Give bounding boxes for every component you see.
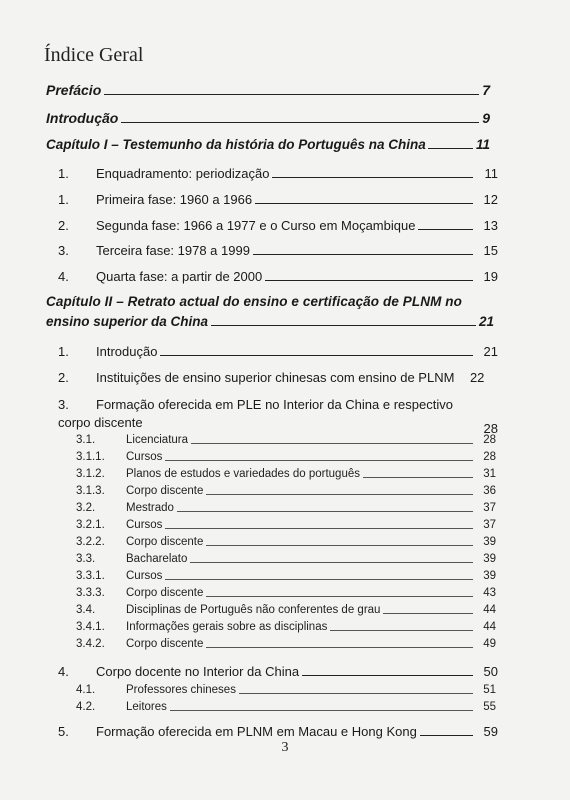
toc-entry-title: Instituições de ensino superior chinesas com ensino de PLNM bbox=[96, 370, 455, 385]
toc-entry bbox=[76, 604, 496, 616]
toc-entry-number: 4. bbox=[58, 664, 69, 679]
toc-entry-title: Corpo docente no Interior da China bbox=[96, 664, 300, 679]
leader-line bbox=[420, 735, 473, 736]
toc-entry-chapter-2-line1: Capítulo II – Retrato actual do ensino e certificação de PLNM no bbox=[46, 294, 462, 309]
toc-page-number: 13 bbox=[483, 218, 498, 233]
toc-entry-title: Enquadramento: periodização bbox=[96, 166, 270, 181]
toc-entry bbox=[76, 701, 496, 713]
leader-line bbox=[206, 494, 473, 495]
leader-line bbox=[302, 675, 473, 676]
toc-page-number: 12 bbox=[483, 192, 498, 207]
toc-page-number: 44 bbox=[483, 621, 496, 633]
toc-entry-introducao bbox=[46, 110, 490, 126]
page-number: 3 bbox=[281, 740, 289, 755]
toc-entry-number: 3.4.1. bbox=[76, 621, 105, 633]
toc-entry-number: 3.1.1. bbox=[76, 451, 105, 463]
toc-page-number: 59 bbox=[483, 724, 498, 739]
toc-page-number: 37 bbox=[483, 519, 496, 531]
toc-entry-title: Informações gerais sobre as disciplinas bbox=[126, 621, 328, 633]
toc-entry-number: 1. bbox=[58, 166, 69, 181]
leader-line bbox=[206, 647, 473, 648]
toc-entry bbox=[76, 451, 496, 463]
toc-entry bbox=[58, 192, 498, 207]
toc-entry bbox=[76, 587, 496, 599]
leader-line bbox=[191, 443, 473, 444]
leader-line bbox=[206, 545, 473, 546]
toc-entry-section-4 bbox=[58, 664, 498, 679]
leader-line bbox=[121, 122, 479, 123]
toc-entry bbox=[58, 218, 498, 233]
toc-entry-title: Capítulo I – Testemunho da história do Português na China bbox=[46, 137, 426, 152]
toc-entry-title: Corpo discente bbox=[126, 638, 204, 650]
toc-page-number: 49 bbox=[483, 638, 496, 650]
toc-entry-chapter-2 bbox=[46, 314, 494, 329]
toc-entry bbox=[76, 519, 496, 531]
toc-entry-number: 3.2.1. bbox=[76, 519, 105, 531]
toc-entry-number: 4. bbox=[58, 269, 69, 284]
toc-entry-number: 4.2. bbox=[76, 701, 96, 713]
toc-entry-title: Cursos bbox=[126, 570, 163, 582]
toc-entry-number: 3.3. bbox=[76, 553, 96, 565]
toc-page-number: 44 bbox=[483, 604, 496, 616]
toc-entry bbox=[76, 553, 496, 565]
toc-entry bbox=[58, 344, 498, 359]
toc-entry-number: 3. bbox=[58, 397, 69, 412]
toc-entry-title: Professores chineses bbox=[126, 684, 236, 696]
toc-entry-title: Disciplinas de Português não conferentes de grau bbox=[126, 604, 381, 616]
toc-entry-number: 3.1.2. bbox=[76, 468, 105, 480]
toc-entry bbox=[76, 638, 496, 650]
toc-entry-title: Corpo discente bbox=[126, 536, 204, 548]
toc-entry-title: Formação oferecida em PLE no Interior da China e respectivo bbox=[96, 397, 453, 412]
toc-entry bbox=[58, 269, 498, 284]
toc-entry-title: Primeira fase: 1960 a 1966 bbox=[96, 192, 253, 207]
toc-entry bbox=[76, 684, 496, 696]
toc-page-number: 22 bbox=[469, 370, 485, 385]
leader-line bbox=[265, 280, 473, 281]
toc-entry-number: 3.4.2. bbox=[76, 638, 105, 650]
toc-entry-section-3-line1 bbox=[58, 397, 498, 412]
toc-page-number: 55 bbox=[483, 701, 496, 713]
toc-page-number: 9 bbox=[482, 110, 490, 126]
toc-page-number: 39 bbox=[483, 536, 496, 548]
toc-entry-title: Corpo discente bbox=[126, 485, 204, 497]
toc-entry bbox=[76, 502, 496, 514]
toc-entry-title: ensino superior da China bbox=[46, 314, 209, 329]
leader-line bbox=[160, 355, 473, 356]
toc-entry-number: 3. bbox=[58, 243, 69, 258]
toc-entry-number: 1. bbox=[58, 344, 69, 359]
leader-line bbox=[206, 596, 473, 597]
toc-entry-title: Corpo discente bbox=[126, 587, 204, 599]
toc-page-number: 36 bbox=[483, 485, 496, 497]
toc-page-number: 28 bbox=[483, 451, 496, 463]
toc-entry-section-5 bbox=[58, 724, 498, 739]
toc-entry bbox=[76, 485, 496, 497]
toc-entry-number: 3.2. bbox=[76, 502, 96, 514]
leader-line bbox=[104, 94, 479, 95]
toc-page-number: 39 bbox=[483, 570, 496, 582]
leader-line bbox=[190, 562, 473, 563]
toc-entry-number: 1. bbox=[58, 192, 69, 207]
toc-page-number: 31 bbox=[483, 468, 496, 480]
toc-entry-number: 3.2.2. bbox=[76, 536, 105, 548]
toc-entry-number: 3.3.3. bbox=[76, 587, 105, 599]
toc-page-number: 7 bbox=[482, 82, 490, 98]
toc-entry-title: Introdução bbox=[96, 344, 158, 359]
toc-entry-title: Cursos bbox=[126, 519, 163, 531]
toc-entry bbox=[76, 468, 496, 480]
toc-page-number: 21 bbox=[478, 314, 494, 329]
toc-entry-title: Leitores bbox=[126, 701, 167, 713]
toc-entry-number: 2. bbox=[58, 218, 69, 233]
toc-page-number: 50 bbox=[483, 664, 498, 679]
leader-line bbox=[330, 630, 473, 631]
leader-line bbox=[253, 254, 473, 255]
toc-entry bbox=[58, 243, 498, 258]
leader-line bbox=[363, 477, 473, 478]
toc-entry-title: Cursos bbox=[126, 451, 163, 463]
leader-line bbox=[165, 579, 473, 580]
page-title: Índice Geral bbox=[44, 44, 144, 66]
toc-entry-title: Planos de estudos e variedades do português bbox=[126, 468, 360, 480]
leader-line bbox=[211, 325, 476, 326]
leader-line bbox=[255, 203, 473, 204]
toc-entry-title: Mestrado bbox=[126, 502, 174, 514]
toc-entry-title: Licenciatura bbox=[126, 434, 189, 446]
toc-page-number: 21 bbox=[483, 344, 498, 359]
toc-page-number: 11 bbox=[484, 166, 498, 181]
toc-entry-title: Introdução bbox=[46, 110, 119, 126]
leader-line bbox=[165, 460, 473, 461]
toc-page-number: 15 bbox=[483, 243, 498, 258]
leader-line bbox=[165, 528, 473, 529]
leader-line bbox=[272, 177, 473, 178]
toc-entry-number: 4.1. bbox=[76, 684, 96, 696]
leader-line bbox=[383, 613, 473, 614]
toc-page-number: 11 bbox=[475, 137, 490, 152]
leader-line bbox=[170, 710, 473, 711]
toc-page-number: 19 bbox=[483, 269, 498, 284]
toc-entry-section-3-line2: corpo discente bbox=[58, 415, 143, 430]
toc-page-number: 28 bbox=[483, 421, 498, 436]
toc-entry bbox=[76, 621, 496, 633]
leader-line bbox=[418, 229, 473, 230]
toc-entry-title: Terceira fase: 1978 a 1999 bbox=[96, 243, 250, 258]
toc-entry-chapter-1 bbox=[46, 137, 490, 152]
toc-entry-number: 5. bbox=[58, 724, 69, 739]
toc-entry-title: Quarta fase: a partir de 2000 bbox=[96, 269, 263, 284]
toc-page-number: 39 bbox=[483, 553, 496, 565]
toc-entry-title: Prefácio bbox=[46, 82, 102, 98]
leader-line bbox=[428, 148, 473, 149]
toc-page-number: 43 bbox=[483, 587, 496, 599]
toc-entry-number: 3.4. bbox=[76, 604, 96, 616]
toc-entry bbox=[58, 370, 498, 385]
toc-entry bbox=[76, 536, 496, 548]
toc-entry-number: 3.1. bbox=[76, 434, 96, 446]
leader-line bbox=[177, 511, 473, 512]
toc-entry-number: 2. bbox=[58, 370, 69, 385]
toc-entry-title: Segunda fase: 1966 a 1977 e o Curso em Moçambique bbox=[96, 218, 416, 233]
leader-line bbox=[239, 693, 473, 694]
toc-entry-title: Bacharelato bbox=[126, 553, 188, 565]
toc-entry bbox=[76, 570, 496, 582]
toc-entry bbox=[58, 166, 498, 181]
toc-entry bbox=[76, 434, 496, 446]
toc-entry-number: 3.3.1. bbox=[76, 570, 105, 582]
toc-entry-prefacio bbox=[46, 82, 490, 98]
toc-page-number: 51 bbox=[483, 684, 496, 696]
toc-entry-number: 3.1.3. bbox=[76, 485, 105, 497]
toc-entry-title: Formação oferecida em PLNM em Macau e Hong Kong bbox=[96, 724, 417, 739]
toc-page-number: 37 bbox=[483, 502, 496, 514]
toc-page-number: 28 bbox=[483, 434, 496, 446]
